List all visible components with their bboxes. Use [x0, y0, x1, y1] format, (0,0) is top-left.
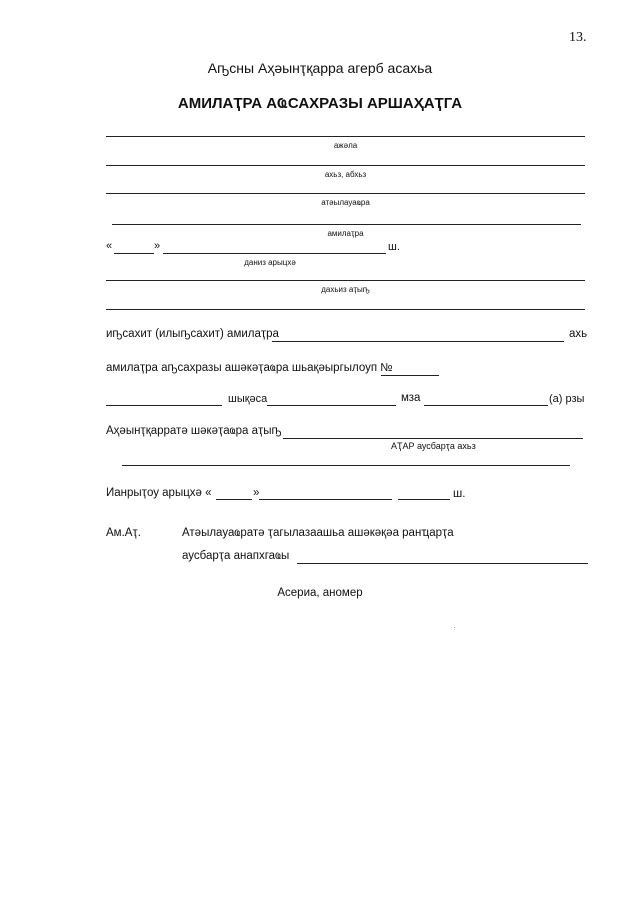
page-number: 13.: [569, 30, 587, 45]
serial-number-label: Асериа, аномер: [277, 587, 363, 599]
coat-of-arms-caption: Аҧсны Аҳәынҭқарра агерб асахьа: [207, 60, 433, 76]
issue-day-line[interactable]: [216, 499, 252, 500]
citizenship-line[interactable]: [112, 224, 581, 225]
nationality-caption: ажәла: [333, 141, 358, 150]
issue-close-quote: »: [253, 487, 260, 499]
signatory-title-line1: Атәылауаҩратә ҭагылазаашьа ашәкәқәа ранҵарҭа: [182, 527, 454, 539]
date-close-quote: »: [154, 240, 161, 252]
name-line[interactable]: [106, 165, 585, 166]
date-day-line[interactable]: [114, 253, 154, 254]
year-word: шықәса: [228, 393, 268, 405]
signatory-title-line2: аусбарҭа анапхгаҩы: [182, 550, 290, 562]
issue-year-line[interactable]: [398, 499, 450, 500]
citizenship-caption: амилаҭра: [327, 229, 364, 238]
birth-place-line-top[interactable]: [106, 280, 585, 281]
date-open-quote: «: [106, 240, 113, 252]
stamp-place-label: Ам.Аҭ.: [106, 527, 141, 539]
record-month-line[interactable]: [267, 405, 396, 406]
date-year-suffix: ш.: [388, 241, 400, 253]
registry-line-2[interactable]: [122, 465, 570, 466]
nationality-line[interactable]: [106, 136, 585, 137]
date-month-year-line[interactable]: [163, 253, 386, 254]
record-day-line[interactable]: [424, 405, 548, 406]
signature-line[interactable]: [297, 563, 588, 564]
day-word: (а) рзы: [549, 393, 585, 405]
record-number-line[interactable]: [381, 375, 439, 376]
month-word: мза: [401, 392, 421, 404]
reason-suffix: ахь: [569, 328, 588, 340]
birth-place-line-bottom[interactable]: [106, 309, 585, 310]
record-label: амилаҭра аҧсахразы ашәкәҭаҩра шьақәыргылоуп №: [106, 362, 393, 374]
birth-date-caption: атәылауаҩра: [321, 198, 370, 207]
name-caption: ахьз, абхьз: [324, 170, 367, 179]
registry-label: Аҳәынҭқарратә шәкәҭаҩра аҭыҧ: [106, 425, 282, 437]
document-title: АМИЛАҬРА АҨСАХРАЗЫ АРШАҲАҬГА: [177, 95, 463, 112]
record-year-line[interactable]: [106, 405, 222, 406]
reason-line[interactable]: [272, 341, 564, 342]
issue-month-line[interactable]: [259, 499, 392, 500]
registry-caption: АҬАР аусбарҭа ахьз: [391, 441, 476, 451]
prev-name-caption: даниз арыцхә: [244, 258, 296, 267]
birth-date-line[interactable]: [106, 193, 585, 194]
registry-line[interactable]: [283, 438, 583, 439]
scan-speck: [454, 627, 455, 628]
issue-year-suffix: ш.: [453, 488, 466, 500]
birth-place-caption: дахьиз аҭыҧ: [321, 285, 370, 294]
issue-label: Ианрыҭоу арыцхә «: [106, 487, 212, 499]
reason-label: иҧсахит (илыҧсахит) амилаҭра: [106, 328, 279, 340]
